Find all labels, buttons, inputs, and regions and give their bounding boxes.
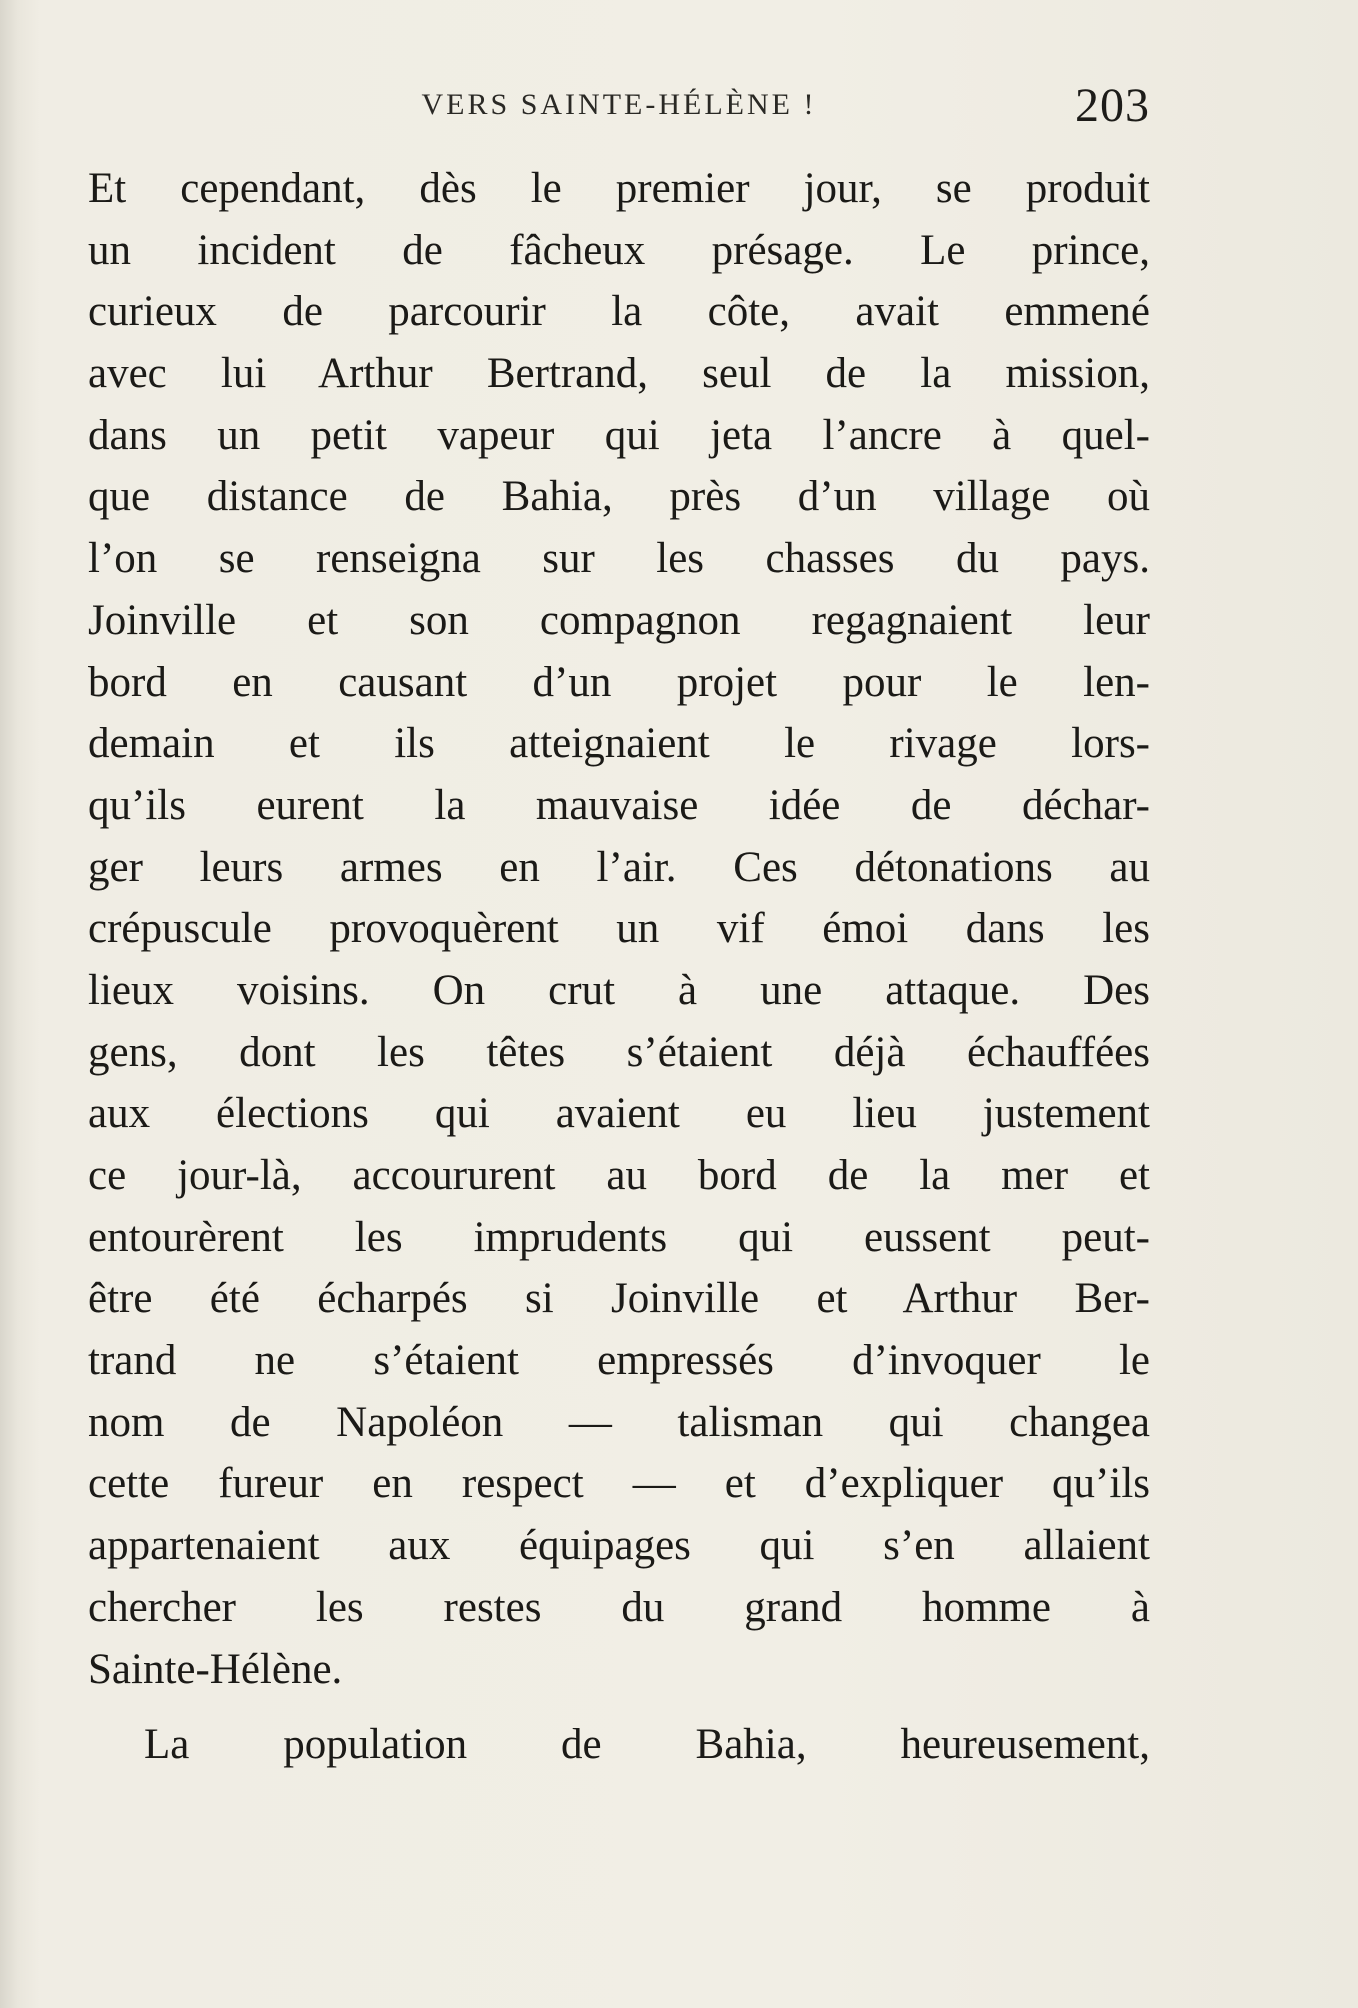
text-line: aux élections qui avaient eu lieu justement [88, 1090, 1150, 1138]
text-line: ce jour-là, accoururent au bord de la mer et [88, 1152, 1150, 1199]
text-line: Et cependant, dès le premier jour, se produit [88, 165, 1150, 212]
paragraph [88, 1714, 1150, 1776]
text-line: gens, dont les têtes s’étaient déjà échauffées [88, 1028, 1150, 1076]
text-line: que distance de Bahia, près d’un village où [88, 473, 1150, 521]
text-line: dans un petit vapeur qui jeta l’ancre à quel- [88, 411, 1150, 459]
paragraph [88, 158, 1150, 1700]
running-head [88, 78, 1150, 148]
text-line: qu’ils eurent la mauvaise idée de déchar- [88, 781, 1150, 829]
running-title: VERS SAINTE-HÉLÈNE ! [421, 88, 817, 121]
text-line: appartenaient aux équipages qui s’en allaient [88, 1522, 1150, 1570]
text-line: La population de Bahia, heureusement, [144, 1721, 1150, 1769]
text-line: chercher les restes du grand homme à [88, 1583, 1150, 1631]
text-line: ger leurs armes en l’air. Ces détonations au [88, 843, 1150, 891]
text-line: l’on se renseigna sur les chasses du pays. [88, 535, 1150, 583]
text-line: demain et ils atteignaient le rivage lors- [88, 720, 1150, 768]
text-line: bord en causant d’un projet pour le len- [88, 658, 1150, 706]
paragraph-gap [88, 1700, 1150, 1714]
text-line: entourèrent les imprudents qui eussent peut- [88, 1213, 1150, 1261]
text-line: cette fureur en respect — et d’expliquer qu’ils [88, 1460, 1150, 1508]
text-line: être été écharpés si Joinville et Arthur Ber- [88, 1275, 1150, 1323]
body-text [88, 158, 1150, 1776]
text-line: un incident de fâcheux présage. Le prince, [88, 226, 1150, 274]
page-number: 203 [1075, 79, 1150, 132]
text-line: Sainte-Hélène. [88, 1645, 343, 1693]
text-line: avec lui Arthur Bertrand, seul de la mission, [88, 350, 1150, 398]
text-line: lieux voisins. On crut à une attaque. Des [88, 966, 1150, 1014]
text-line: trand ne s’étaient empressés d’invoquer le [88, 1337, 1150, 1385]
text-line: Joinville et son compagnon regagnaient leur [88, 596, 1150, 644]
text-line: curieux de parcourir la côte, avait emmené [88, 288, 1150, 336]
text-line: nom de Napoléon — talisman qui changea [88, 1398, 1150, 1446]
text-line: crépuscule provoquèrent un vif émoi dans les [88, 905, 1150, 953]
